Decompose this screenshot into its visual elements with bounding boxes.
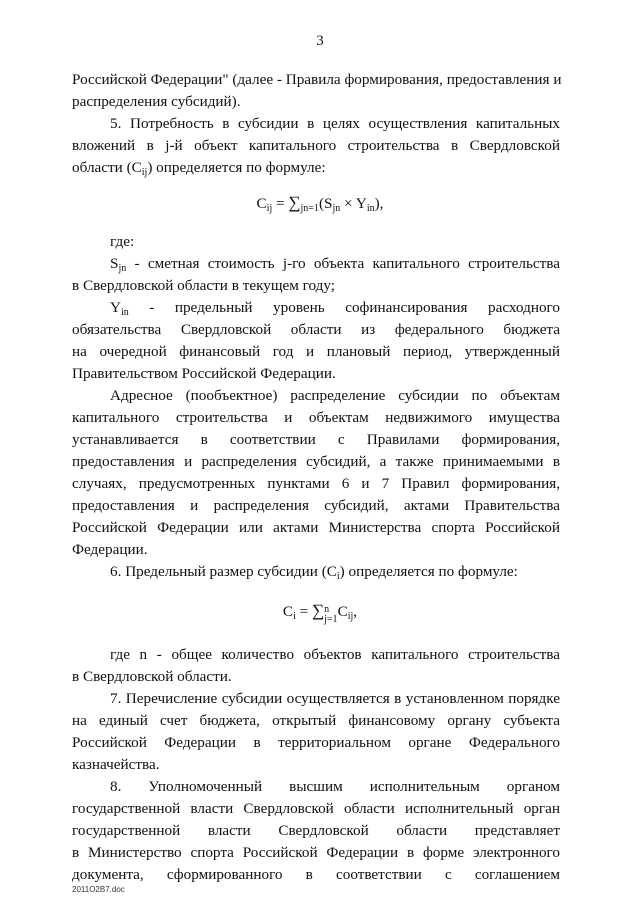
sum-limits <box>324 605 337 625</box>
subscript: in <box>120 307 129 318</box>
text-line: Российской Федерации в территориальном органе Федерального <box>72 734 560 751</box>
sum-subscript: jn=1 <box>300 203 319 214</box>
formula-ci <box>0 600 640 628</box>
sum-sign: ∑ <box>288 193 301 212</box>
text-line: государственной власти Свердловской области представляет <box>72 822 560 839</box>
subscript: ij <box>141 167 148 178</box>
text-line: государственной власти Свердловской области исполнительный орган <box>72 800 560 817</box>
subscript: i <box>336 571 340 582</box>
text-line: Правительством Российской Федерации. <box>72 365 336 382</box>
formula-subscript: ij <box>266 203 273 214</box>
text-line: предоставления и распределения субсидий, а также принимаемыми в <box>72 453 560 470</box>
paragraph-6-start <box>110 562 560 587</box>
text-line: Российской Федерации" (далее - Правила формирования, предоставления и <box>72 71 562 88</box>
text-line: на очередной финансовый год и плановый период, утвержденный <box>72 343 560 360</box>
text-line: капитального строительства и объектам недвижимого имущества <box>72 409 560 426</box>
text-line: вложений в j-й объект капитального строительства в Свердловской <box>72 137 560 154</box>
formula-cij <box>0 192 640 220</box>
paragraph-7-start: 7. Перечисление субсидии осуществляется в установленном порядке <box>110 690 560 707</box>
file-name-footer: 2011О2В7.doc <box>72 885 125 894</box>
text-fragment: ) определяется по формуле: <box>147 159 326 176</box>
text-line: документа, сформированного в соответствии с соглашением <box>72 866 560 883</box>
page-number: 3 <box>316 33 324 49</box>
text-fragment: Y <box>110 299 121 316</box>
text-fragment: - сметная стоимость j-го объекта капитального строительства <box>126 255 560 272</box>
text-line <box>72 158 560 183</box>
subscript: jn <box>118 263 127 274</box>
sum-superscript: n <box>324 604 330 615</box>
text-fragment: области (C <box>72 159 142 176</box>
paragraph-8-start: 8. Уполномоченный высшим исполнительным органом <box>110 778 560 795</box>
text-line: распределения субсидий). <box>72 93 241 110</box>
text-line: в Свердловской области. <box>72 668 232 685</box>
text-line: в Свердловской области в текущем году; <box>72 277 336 294</box>
formula-symbol: × Y <box>340 195 367 212</box>
paragraph-5-start: 5. Потребность в субсидии в целях осуществления капитальных <box>110 115 560 132</box>
text-line: на единый счет бюджета, открытый финансовому органу субъекта <box>72 712 560 729</box>
text-fragment: ) определяется по формуле: <box>339 563 518 580</box>
text-line: предоставления и распределения субсидий, актами Правительства <box>72 497 560 514</box>
sum-sign: ∑ <box>312 601 325 620</box>
formula-subscript: i <box>293 611 296 622</box>
definition-n: где n - общее количество объектов капитального строительства <box>110 646 560 663</box>
where-label: где: <box>110 233 135 250</box>
text-line: случаях, предусмотренных пунктами 6 и 7 Правил формирования, <box>72 475 560 492</box>
sum-subscript: j=1 <box>324 614 338 625</box>
formula-equals: = <box>295 603 313 620</box>
formula-subscript: ij <box>347 611 354 622</box>
text-fragment: 6. Предельный размер субсидии (C <box>110 563 337 580</box>
formula-symbol: C <box>282 603 294 620</box>
text-line: Федерации. <box>72 541 148 558</box>
formula-symbol: C <box>256 195 267 212</box>
formula-symbol: ), <box>374 195 384 212</box>
text-line: обязательства Свердловской области из федерального бюджета <box>72 321 560 338</box>
text-fragment: S <box>110 255 119 272</box>
text-line: в Министерство спорта Российской Федерации в форме электронного <box>72 844 560 861</box>
paragraph-address-start: Адресное (пообъектное) распределение субсидии по объектам <box>110 387 560 404</box>
formula-equals: = <box>272 195 289 212</box>
text-line: устанавливается в соответствии с Правилами формирования, <box>72 431 560 448</box>
text-line: Российской Федерации или актами Министерства спорта Российской <box>72 519 560 536</box>
formula-subscript: jn <box>332 203 341 214</box>
formula-symbol: C <box>337 603 348 620</box>
formula-symbol: , <box>353 603 358 620</box>
formula-subscript: in <box>366 203 375 214</box>
formula-symbol: (S <box>318 195 333 212</box>
text-fragment: - предельный уровень софинансирования расходного <box>128 299 560 316</box>
text-line: казначейства. <box>72 756 160 773</box>
